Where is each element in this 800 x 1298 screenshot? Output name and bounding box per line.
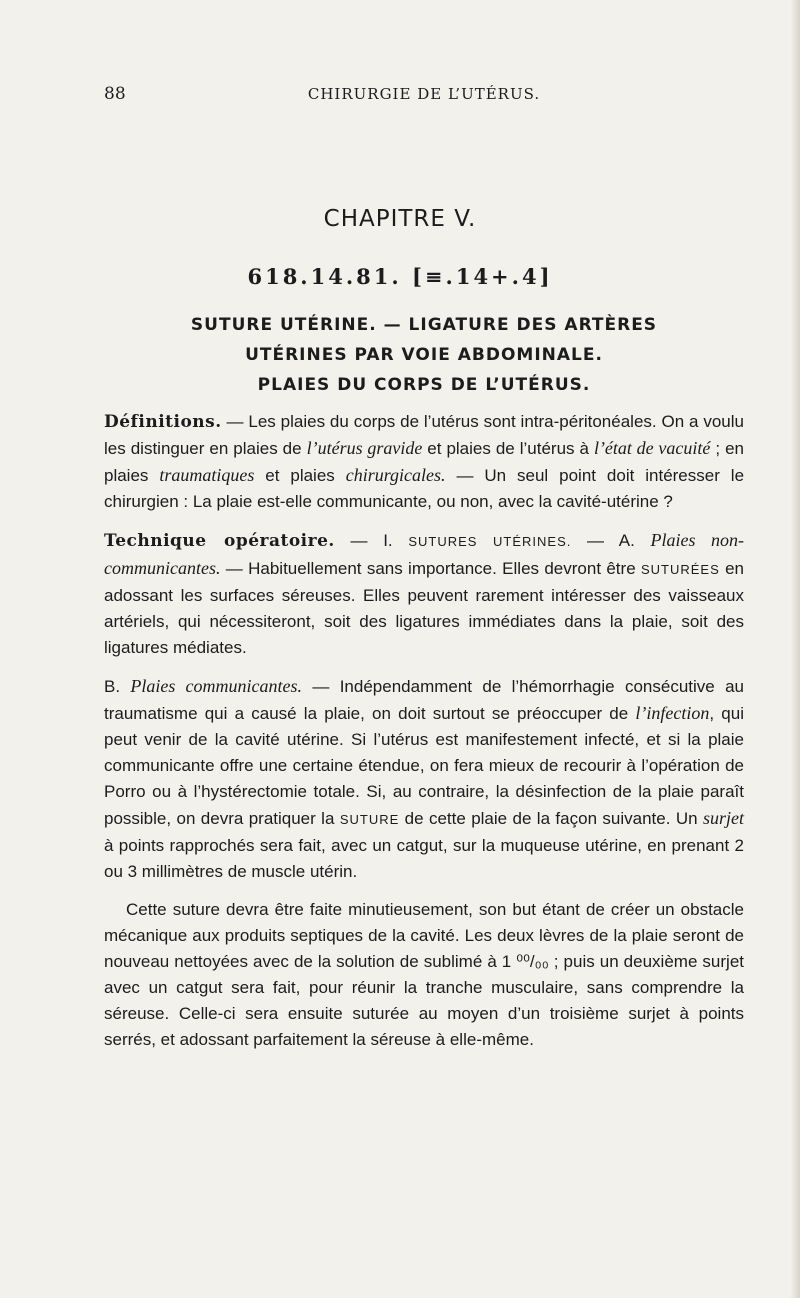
run-in-heading: Technique opératoire. (104, 531, 335, 551)
italic-run: traumatiques (159, 465, 255, 485)
text-run: et plaies de l’utérus à (422, 439, 594, 458)
title-line: SUTURE UTÉRINE. — LIGATURE DES ARTÈRES (190, 315, 658, 335)
text-run: — A. (571, 531, 651, 550)
text-run: — I. (334, 531, 409, 550)
text-run: et plaies (254, 466, 346, 485)
paragraph-communicating-wounds (104, 673, 744, 885)
text-run: — Indépendamment de l’hémorrhagie consécutive au traumatisme qui a causé la plaie, on doit surtout se préoccuper de (104, 677, 744, 723)
section-title (104, 310, 744, 400)
paragraph-technique (104, 527, 744, 661)
italic-run: Plaies non-communicantes. (104, 530, 744, 578)
body-text (104, 409, 744, 1053)
text-run: — Habituellement sans importance. Elles devront être (220, 559, 641, 578)
title-line: UTÉRINES PAR VOIE ABDOMINALE. (245, 345, 603, 365)
text-run: ; en plaies (104, 439, 744, 485)
running-head: CHIRURGIE DE L’UTÉRUS. (307, 85, 541, 103)
page-edge-shadow (790, 0, 800, 1298)
text-run: , qui peut venir de la cavité utérine. Si l’utérus est manifestement infecté, et si la plaie communicante offre une certaine étendue, on fera mieux de recourir à l’opération de Porro ou à l’hystérectomie totale. Si, au contraire, la désinfection de la plaie paraît possible, on devra pratiquer la (104, 704, 744, 828)
text-run: à points rapprochés sera fait, avec un catgut, sur la muqueuse utérine, en prenant 2 ou 3 millimètres de muscle utérin. (104, 836, 744, 881)
paragraph-suture-technique: Cette suture devra être faite minutieusement, son but étant de créer un obstacle mécanique aux produits septiques de la cavité. Les deux lèvres de la plaie seront de nouveau nettoyées avec de la solution de sublimé à 1 ⁰⁰/₀₀ ; puis un deuxième surjet avec un catgut sera fait, pour réunir la tranche musculaire, sans comprendre la séreuse. Celle-ci sera ensuite suturée au moyen d’un troisième surjet à points serrés, et adossant parfaitement la séreuse à elle-même. (104, 900, 744, 1049)
text-run: B. (104, 677, 131, 696)
text-run: en adossant les surfaces séreuses. Elles peuvent rarement intéresser des vaisseaux artériels, qui nécessiteront, soit des ligatures immédiates dans la plaie, soit des ligatures médiates. (104, 559, 744, 657)
italic-run: l’utérus gravide (306, 438, 423, 458)
text-run: — Les plaies du corps de l’utérus sont intra-péritonéales. On a voulu les distinguer en plaies de (104, 412, 744, 458)
text-run: de cette plaie de la façon suivante. Un (399, 809, 703, 828)
italic-run: chirurgicales. (345, 465, 446, 485)
italic-run: surjet (702, 808, 744, 828)
page-number: 88 (104, 84, 126, 104)
small-caps-run: SUTURE (339, 812, 400, 827)
run-in-heading: Définitions. (104, 412, 222, 432)
page-header (104, 84, 744, 112)
paragraph-definitions (104, 409, 744, 515)
italic-run: l’infection (635, 703, 710, 723)
small-caps-run: SUTURÉES (640, 562, 720, 577)
small-caps-run: SUTURES UTÉRINES. (408, 534, 572, 549)
text-run: — Un seul point doit intéresser le chirurgien : La plaie est-elle communicante, ou non, avec la cavité-utérine ? (104, 466, 745, 511)
italic-run: l’état de vacuité (593, 438, 711, 458)
classification-number: 618.14.81. [≡.14+.4] (247, 264, 553, 289)
chapter-heading: CHAPITRE V. (323, 206, 477, 232)
title-line: PLAIES DU CORPS DE L’UTÉRUS. (257, 375, 591, 395)
italic-run: Plaies communicantes. (130, 676, 303, 696)
